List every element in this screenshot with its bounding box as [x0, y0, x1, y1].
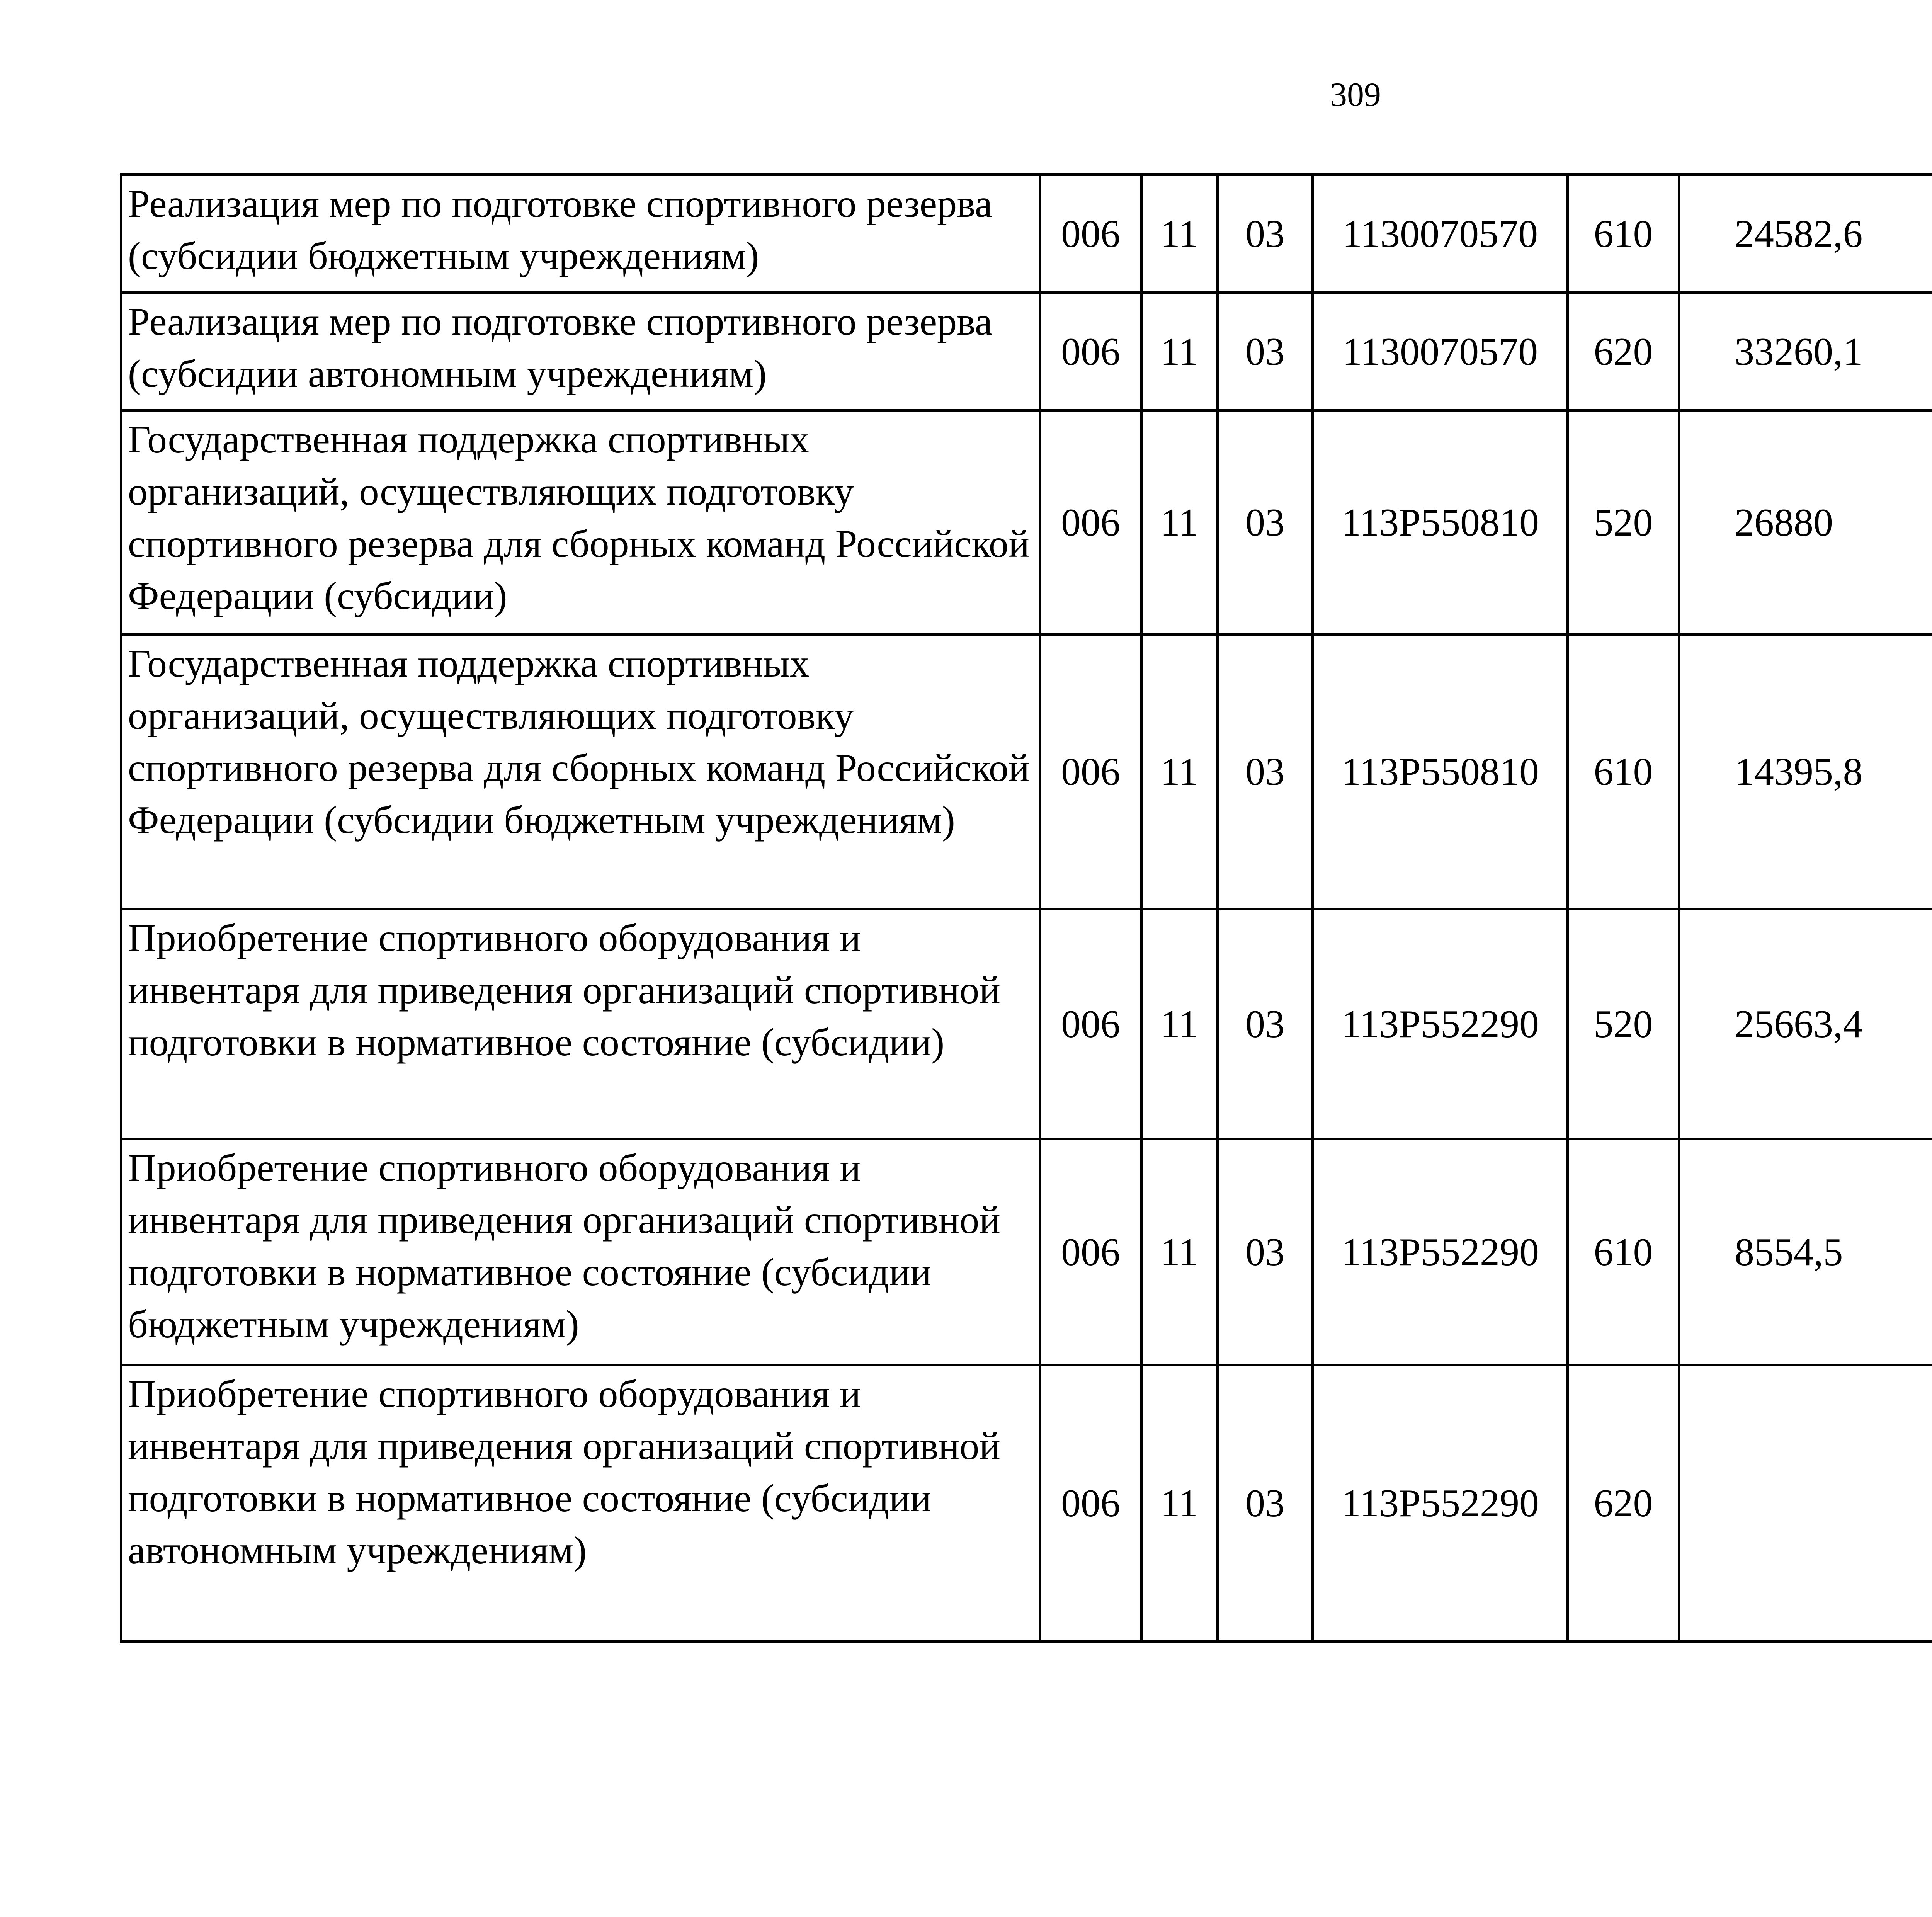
ministry-code: 006 [1040, 1365, 1141, 1641]
row-description: Государственная поддержка спортивных организаций, осуществляющих подготовку спортивного резерва для сборных команд Российской Федерации (субсидии) [121, 411, 1040, 635]
page-number: 309 [1330, 76, 1381, 114]
row-description: Приобретение спортивного оборудования и инвентаря для приведения организаций спортивной подготовки в нормативное состояние (субсидии) [121, 909, 1040, 1139]
table-row [121, 635, 1932, 909]
subsection-code: 03 [1218, 293, 1313, 411]
amount-1: 8554,5 [1679, 1139, 1932, 1365]
ministry-code: 006 [1040, 175, 1141, 293]
section-code: 11 [1141, 411, 1218, 635]
section-code: 11 [1141, 175, 1218, 293]
target-article-code: 1130070570 [1313, 293, 1568, 411]
target-article-code: 113P552290 [1313, 1139, 1568, 1365]
expense-type-code: 620 [1568, 293, 1679, 411]
expense-type-code: 520 [1568, 909, 1679, 1139]
row-description: Реализация мер по подготовке спортивного резерва (субсидии бюджетным учреждениям) [121, 175, 1040, 293]
amount-1: 24582,6 [1679, 175, 1932, 293]
row-description: Приобретение спортивного оборудования и инвентаря для приведения организаций спортивной подготовки в нормативное состояние (субсидии автономным учреждениям) [121, 1365, 1040, 1641]
table-row [121, 293, 1932, 411]
ministry-code: 006 [1040, 635, 1141, 909]
target-article-code: 1130070570 [1313, 175, 1568, 293]
row-description: Приобретение спортивного оборудования и инвентаря для приведения организаций спортивной подготовки в нормативное состояние (субсидии бюджетным учреждениям) [121, 1139, 1040, 1365]
section-code: 11 [1141, 909, 1218, 1139]
target-article-code: 113P550810 [1313, 411, 1568, 635]
subsection-code: 03 [1218, 411, 1313, 635]
amount-1: 25663,4 [1679, 909, 1932, 1139]
expense-type-code: 620 [1568, 1365, 1679, 1641]
table-row [121, 909, 1932, 1139]
table-row [121, 1365, 1932, 1641]
subsection-code: 03 [1218, 635, 1313, 909]
ministry-code: 006 [1040, 293, 1141, 411]
section-code: 11 [1141, 1365, 1218, 1641]
amount-1 [1679, 1365, 1932, 1641]
row-description: Реализация мер по подготовке спортивного резерва (субсидии автономным учреждениям) [121, 293, 1040, 411]
target-article-code: 113P552290 [1313, 909, 1568, 1139]
subsection-code: 03 [1218, 909, 1313, 1139]
subsection-code: 03 [1218, 1139, 1313, 1365]
subsection-code: 03 [1218, 175, 1313, 293]
target-article-code: 113P552290 [1313, 1365, 1568, 1641]
expense-type-code: 610 [1568, 635, 1679, 909]
amount-1: 14395,8 [1679, 635, 1932, 909]
section-code: 11 [1141, 293, 1218, 411]
table-row [121, 411, 1932, 635]
amount-1: 26880 [1679, 411, 1932, 635]
ministry-code: 006 [1040, 909, 1141, 1139]
budget-table [120, 173, 1932, 1643]
table-row [121, 175, 1932, 293]
subsection-code: 03 [1218, 1365, 1313, 1641]
section-code: 11 [1141, 1139, 1218, 1365]
expense-type-code: 610 [1568, 175, 1679, 293]
target-article-code: 113P550810 [1313, 635, 1568, 909]
expense-type-code: 610 [1568, 1139, 1679, 1365]
ministry-code: 006 [1040, 1139, 1141, 1365]
section-code: 11 [1141, 635, 1218, 909]
row-description: Государственная поддержка спортивных организаций, осуществляющих подготовку спортивного резерва для сборных команд Российской Федерации (субсидии бюджетным учреждениям) [121, 635, 1040, 909]
expense-type-code: 520 [1568, 411, 1679, 635]
ministry-code: 006 [1040, 411, 1141, 635]
table-row [121, 1139, 1932, 1365]
amount-1: 33260,1 [1679, 293, 1932, 411]
